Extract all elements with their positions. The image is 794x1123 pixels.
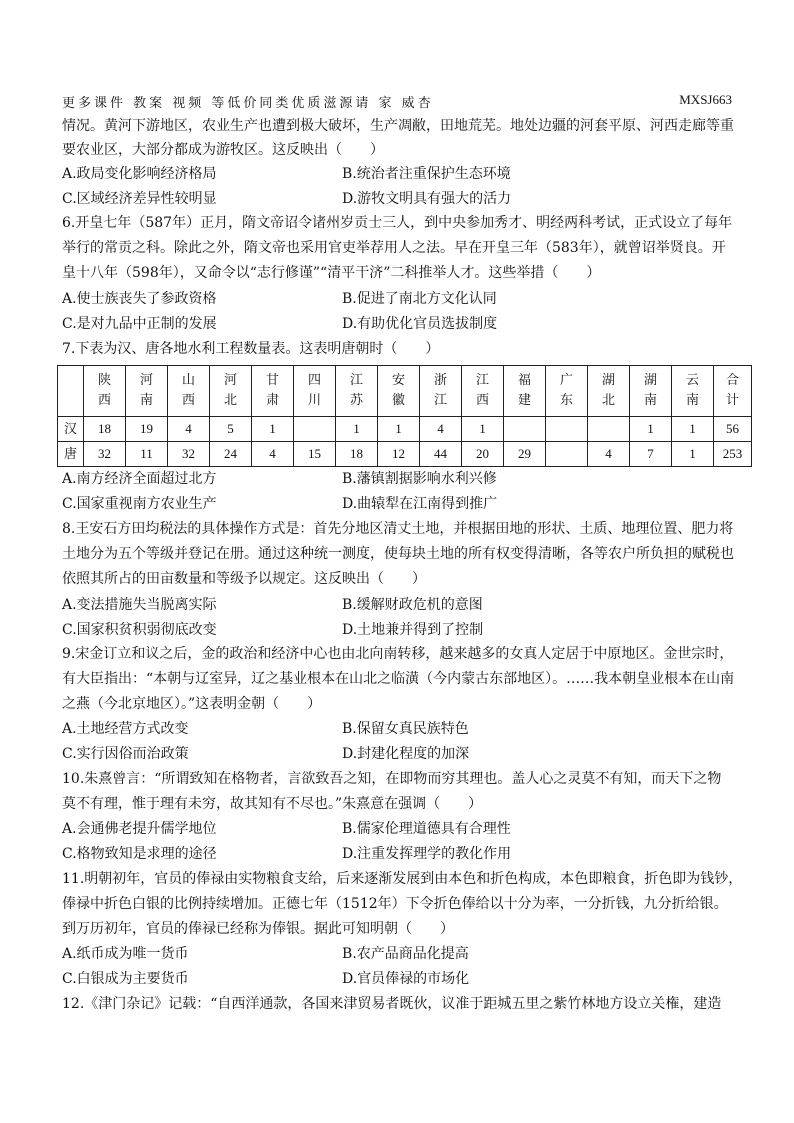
q10-option-b: B.儒家伦理道德具有合理性 — [342, 821, 511, 837]
table-cell: 18 — [84, 417, 126, 442]
header-cell: 江 西 — [462, 366, 504, 417]
q10-line-1: 10.朱熹曾言：“所谓致知在格物者，言欲致吾之知，在即物而穷其理也。盖人心之灵莫不有知，而天下之物 — [62, 771, 722, 787]
table-cell: 12 — [378, 442, 420, 467]
q6-option-a: A.使士族丧失了参政资格 — [62, 291, 217, 307]
table-cell — [546, 442, 588, 467]
table-cell: 29 — [504, 442, 546, 467]
header-cell: 福 建 — [504, 366, 546, 417]
table-cell: 7 — [630, 442, 672, 467]
table-cell: 1 — [672, 442, 714, 467]
table-cell: 32 — [168, 442, 210, 467]
table-header-row — [58, 366, 752, 417]
header-cell: 广 东 — [546, 366, 588, 417]
table-row-tang — [58, 442, 752, 467]
q8-option-d: D.土地兼并得到了控制 — [342, 622, 484, 638]
table-cell: 4 — [588, 442, 630, 467]
table-cell: 32 — [84, 442, 126, 467]
table-row-han — [58, 417, 752, 442]
q7-stem: 7.下表为汉、唐各地水利工程数量表。这表明唐朝时（ ） — [62, 341, 440, 357]
header-cell — [58, 366, 84, 417]
table-cell — [546, 417, 588, 442]
table-cell: 18 — [336, 442, 378, 467]
q5-line-1: 情况。黄河下游地区，农业生产也遭到极大破坏，生产凋敝，田地荒芜。地处边疆的河套平原、河西走廊等重 — [62, 118, 734, 134]
header-cell: 浙 江 — [420, 366, 462, 417]
table-cell: 1 — [630, 417, 672, 442]
header-cell: 合 计 — [714, 366, 752, 417]
table-cell: 5 — [210, 417, 252, 442]
header-cell: 山 西 — [168, 366, 210, 417]
q9-option-b: B.保留女真民族特色 — [342, 721, 469, 737]
table-cell: 1 — [378, 417, 420, 442]
header-cell: 陕 西 — [84, 366, 126, 417]
table-cell: 24 — [210, 442, 252, 467]
table-cell: 4 — [252, 442, 294, 467]
header-left-text: 更多课件 教案 视频 等低价同类优质滋源请 家 威杏 — [62, 96, 434, 111]
q11-option-c: C.白银成为主要货币 — [62, 971, 189, 987]
q10-option-d: D.注重发挥理学的教化作用 — [342, 846, 512, 862]
q5-option-a: A.政局变化影响经济格局 — [62, 166, 217, 182]
q7-option-a: A.南方经济全面超过北方 — [62, 471, 217, 487]
q8-line-1: 8.王安石方田均税法的具体操作方式是：首先分地区清丈土地，并根据田地的形状、土质、地理位置、肥力将 — [62, 521, 734, 537]
q6-line-1: 6.开皇七年（587年）正月，隋文帝诏令诸州岁贡士三人，到中央参加秀才、明经两科考试，正式设立了每年 — [62, 215, 733, 231]
header-cell: 安 徽 — [378, 366, 420, 417]
q8-option-c: C.国家积贫积弱彻底改变 — [62, 622, 217, 638]
header-cell: 云 南 — [672, 366, 714, 417]
table-cell: 唐 — [58, 442, 84, 467]
q11-option-d: D.官员俸禄的市场化 — [342, 971, 470, 987]
header-cell: 甘 肃 — [252, 366, 294, 417]
water-works-table — [57, 365, 752, 467]
q9-line-3: 之燕（今北京地区）。”这表明金朝（ ） — [62, 696, 322, 712]
table-cell: 4 — [168, 417, 210, 442]
q11-option-b: B.农产品商品化提高 — [342, 946, 469, 962]
q7-option-c: C.国家重视南方农业生产 — [62, 496, 217, 512]
header-cell: 河 北 — [210, 366, 252, 417]
table-cell: 1 — [336, 417, 378, 442]
q9-line-2: 有大臣指出：“本朝与辽室异，辽之基业根本在山北之临潢（今内蒙古东部地区）。……我本朝皇业根本在山南 — [62, 671, 735, 687]
q11-option-a: A.纸币成为唯一货币 — [62, 946, 189, 962]
q10-option-c: C.格物致知是求理的途径 — [62, 846, 217, 862]
q6-line-2: 举行的常贡之科。除此之外，隋文帝也采用官吏举荐用人之法。早在开皇三年（583年），就曾诏举贤良。开 — [62, 240, 726, 256]
page-header — [62, 92, 732, 110]
q5-option-d: D.游牧文明具有强大的活力 — [342, 191, 512, 207]
q8-option-a: A.变法措施失当脱离实际 — [62, 597, 217, 613]
q10-line-2: 莫不有理，惟于理有未穷，故其知有不尽也。”朱熹意在强调（ ） — [62, 796, 483, 812]
table-cell: 4 — [420, 417, 462, 442]
table-cell — [504, 417, 546, 442]
table-cell: 1 — [462, 417, 504, 442]
q9-option-d: D.封建化程度的加深 — [342, 746, 470, 762]
table-cell: 1 — [672, 417, 714, 442]
header-cell: 河 南 — [126, 366, 168, 417]
table-cell: 253 — [714, 442, 752, 467]
table-cell — [294, 417, 336, 442]
table-cell — [588, 417, 630, 442]
header-cell: 湖 北 — [588, 366, 630, 417]
q5-option-b: B.统治者注重保护生态环境 — [342, 166, 511, 182]
q5-line-2: 要农业区，大部分都成为游牧区。这反映出（ ） — [62, 142, 384, 158]
header-cell: 湖 南 — [630, 366, 672, 417]
q7-option-b: B.藩镇割据影响水利兴修 — [342, 471, 497, 487]
q12-line-1: 12.《津门杂记》记载：“自西洋通款，各国来津贸易者既伙，议准于距城五里之紫竹林地方设立关権，建造 — [62, 996, 722, 1012]
table-cell: 56 — [714, 417, 752, 442]
q6-line-3: 皇十八年（598年），又命令以“志行修谨”“清平干济”二科推举人才。这些举措（ ） — [62, 265, 601, 281]
q11-line-2: 俸禄中折色白银的比例持续增加。正德七年（1512年）下令折色俸给以十分为率，一分折钱，九分折给银。 — [62, 896, 728, 912]
header-cell: 四 川 — [294, 366, 336, 417]
q6-option-d: D.有助优化官员选拔制度 — [342, 316, 498, 332]
q10-option-a: A.会通佛老提升儒学地位 — [62, 821, 217, 837]
header-cell: 江 苏 — [336, 366, 378, 417]
table-cell: 19 — [126, 417, 168, 442]
table-cell: 11 — [126, 442, 168, 467]
q11-line-3: 到万历初年，官员的俸禄已经称为俸银。据此可知明朝（ ） — [62, 921, 454, 937]
q9-line-1: 9.宋金订立和议之后，金的政治和经济中心也由北向南转移，越来越多的女真人定居于中原地区。金世宗时， — [62, 646, 734, 662]
q11-line-1: 11.明朝初年，官员的俸禄由实物粮食支给，后来逐渐发展到由本色和折色构成，本色即粮食，折色即为钱钞， — [62, 871, 743, 887]
q6-option-b: B.促进了南北方文化认同 — [342, 291, 497, 307]
q6-option-c: C.是对九品中正制的发展 — [62, 316, 217, 332]
q7-option-d: D.曲辕犁在江南得到推广 — [342, 496, 498, 512]
q5-option-c: C.区域经济差异性较明显 — [62, 191, 217, 207]
q8-line-3: 依照其所占的田亩数量和等级予以规定。这反映出（ ） — [62, 571, 426, 587]
q9-option-c: C.实行因俗而治政策 — [62, 746, 189, 762]
table-cell: 15 — [294, 442, 336, 467]
q8-line-2: 土地分为五个等级并登记在册。通过这种统一测度，使每块土地的所有权变得清晰，各等农户所负担的赋税也 — [62, 546, 734, 562]
table-cell: 1 — [252, 417, 294, 442]
table-cell: 44 — [420, 442, 462, 467]
header-code: MXSJ663 — [679, 92, 732, 107]
table-cell: 20 — [462, 442, 504, 467]
table-cell: 汉 — [58, 417, 84, 442]
q9-option-a: A.土地经营方式改变 — [62, 721, 189, 737]
q8-option-b: B.缓解财政危机的意图 — [342, 597, 483, 613]
